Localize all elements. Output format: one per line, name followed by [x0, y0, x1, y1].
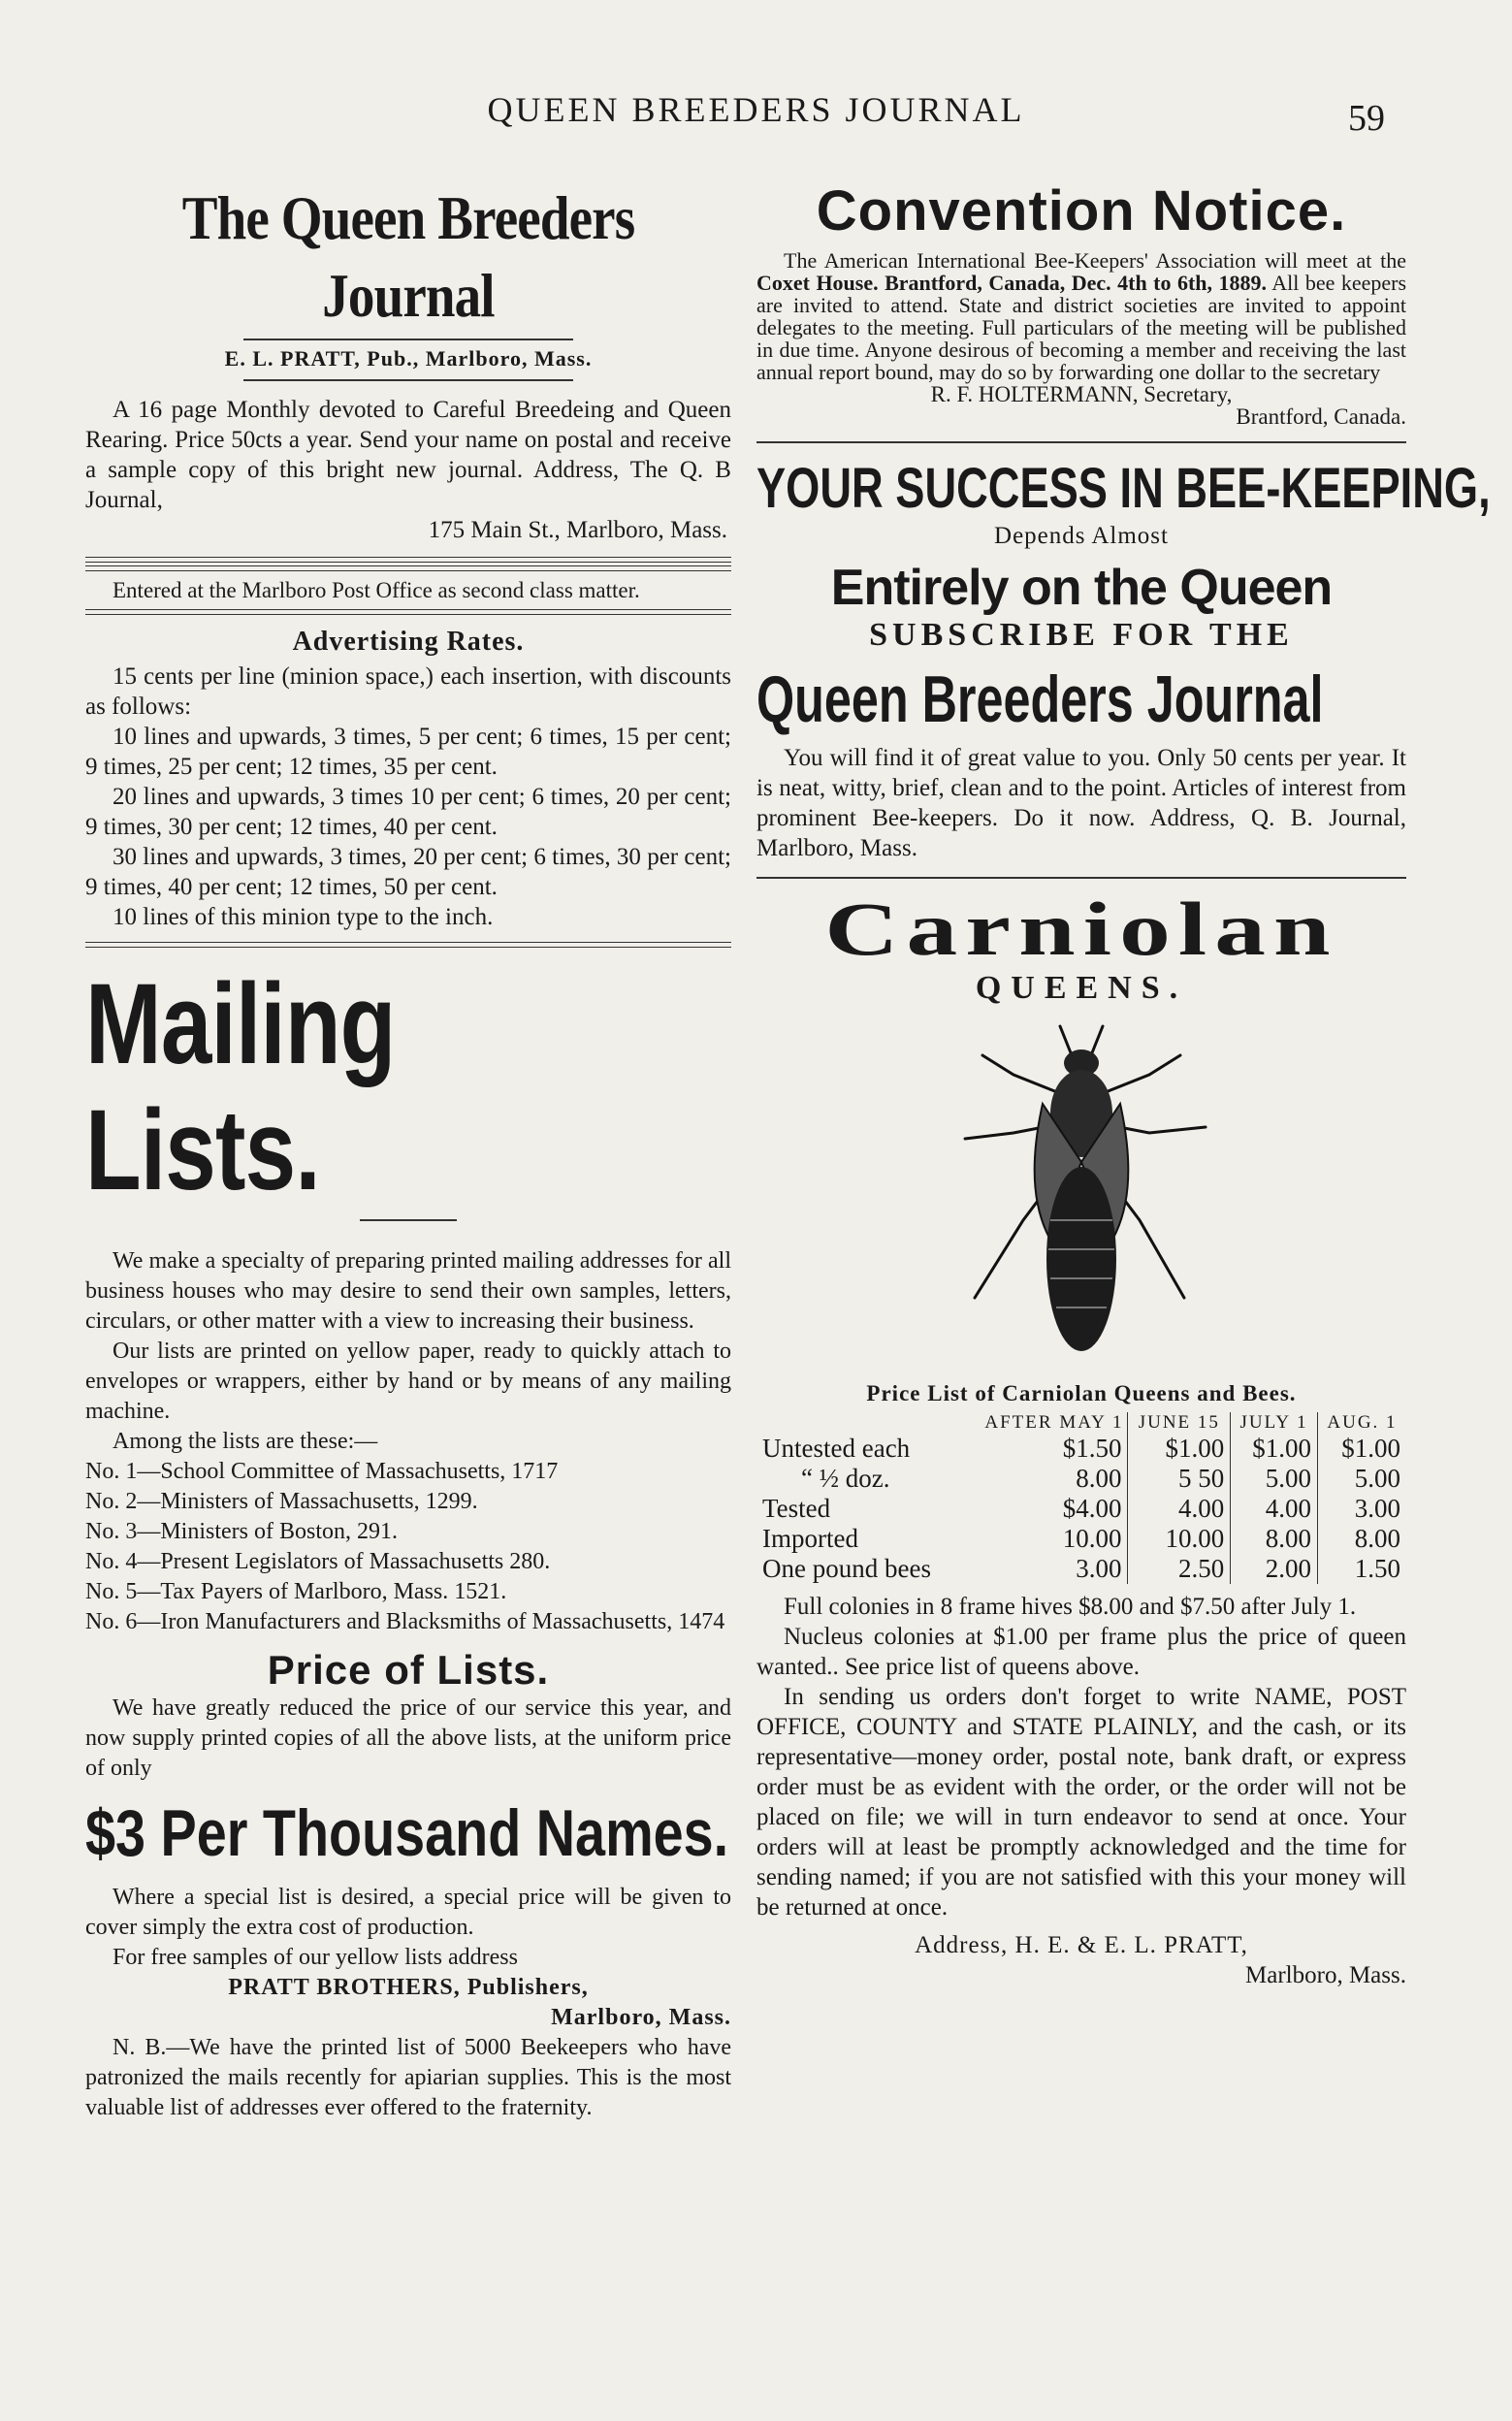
mailing-list-item: No. 4—Present Legislators of Massachusetts 280.: [85, 1549, 551, 1574]
row-label: One pound bees: [762, 1554, 931, 1583]
table-cell: 8.00: [1231, 1524, 1318, 1554]
mailing-list-item: No. 5—Tax Payers of Marlboro, Mass. 1521.: [85, 1579, 507, 1604]
mailing-list-item: No. 6—Iron Manufacturers and Blacksmiths of Massachusetts, 1474: [85, 1609, 725, 1634]
queen-bee-icon: [926, 1017, 1237, 1366]
mailing-lists-heading: Mailing Lists.: [85, 960, 396, 1214]
divider: [85, 942, 731, 948]
table-cell: 10.00: [1128, 1524, 1231, 1554]
price-of-lists-heading: Price of Lists.: [267, 1647, 550, 1693]
table-row: [756, 1464, 1406, 1494]
price-table-header-cell: JUNE 15: [1128, 1412, 1231, 1434]
special-price-text: Where a special list is desired, a special price will be given to cover simply the extra cost of production.: [85, 1885, 731, 1940]
advertising-para: 30 lines and upwards, 3 times, 20 per cent; 6 times, 30 per cent; 9 times, 40 per cent; 12 times, 50 per cent.: [85, 844, 731, 900]
carniolan-heading: Carniolan: [824, 887, 1338, 971]
price-per-thousand-heading: $3 Per Thousand Names.: [85, 1796, 729, 1870]
queen-bee-illustration: [756, 1017, 1406, 1371]
mailing-list-item: No. 3—Ministers of Boston, 291.: [85, 1519, 399, 1544]
table-cell: $1.50: [1062, 1434, 1122, 1463]
masthead-address: 175 Main St., Marlboro, Mass.: [428, 517, 727, 543]
divider: [756, 441, 1406, 443]
table-cell: 8.00: [1317, 1524, 1406, 1554]
masthead-title: The Queen Breeders Journal: [181, 183, 635, 330]
nb-text: N. B.—We have the printed list of 5000 Beekeepers who have patronized the mails recently for apiarian supplies. This is the most valuable list of addresses ever offered to the fraternity.: [85, 2035, 731, 2120]
table-cell: 8.00: [1076, 1464, 1122, 1493]
page-number: 59: [1348, 98, 1385, 139]
convention-heading: Convention Notice.: [816, 179, 1347, 242]
divider: [85, 565, 731, 571]
table-cell: 1.50: [1317, 1554, 1406, 1584]
advertising-heading: Advertising Rates.: [292, 627, 525, 657]
mailing-list-item: No. 2—Ministers of Massachusetts, 1299.: [85, 1489, 478, 1514]
table-row: [756, 1434, 1406, 1464]
table-cell: 3.00: [1317, 1494, 1406, 1524]
row-label: Untested each: [762, 1434, 911, 1463]
price-table-header: [756, 1412, 1406, 1434]
table-cell: 2.50: [1128, 1554, 1231, 1584]
advertising-para: 20 lines and upwards, 3 times 10 per cent; 6 times, 20 per cent; 9 times, 30 per cent; 12 times, 40 per cent.: [85, 784, 731, 840]
table-cell: 5.00: [1231, 1464, 1318, 1494]
table-cell: 5 50: [1128, 1464, 1231, 1494]
divider: [243, 379, 573, 381]
table-cell: 3.00: [1076, 1554, 1122, 1583]
advertising-para: 10 lines and upwards, 3 times, 5 per cent; 6 times, 15 per cent; 9 times, 25 per cent; 12 times, 35 per cent.: [85, 724, 731, 780]
publishers-city: Marlboro, Mass.: [551, 2005, 731, 2030]
price-list-title: Price List of Carniolan Queens and Bees.: [866, 1381, 1297, 1405]
table-row: [756, 1494, 1406, 1524]
divider: [85, 557, 731, 563]
table-cell: 4.00: [1231, 1494, 1318, 1524]
success-text: You will find it of great value to you. Only 50 cents per year. It is neat, witty, brief, clean and to the point. Articles of interest from prominent Bee-keepers. Do it now. Address, Q. B. Journal, Marlboro, Mass.: [756, 745, 1406, 861]
depends-text: Depends Almost: [994, 523, 1169, 549]
price-table-header-cell: AUG. 1: [1317, 1412, 1406, 1434]
row-label: Imported: [762, 1524, 858, 1553]
success-heading: YOUR SUCCESS IN BEE-KEEPING,: [756, 457, 1491, 520]
subscribe-heading: SUBSCRIBE FOR THE: [869, 617, 1294, 653]
advertising-para: 10 lines of this minion type to the inch.: [113, 904, 494, 930]
carniolan-para: Nucleus colonies at $1.00 per frame plus the price of queen wanted.. See price list of queens above.: [756, 1624, 1406, 1680]
table-row: [756, 1554, 1406, 1584]
price-table-header-cell: [756, 1412, 961, 1434]
queens-subheading: QUEENS.: [975, 970, 1188, 1006]
mailing-para: We make a specialty of preparing printed mailing addresses for all business houses who may desire to send their own samples, letters, circulars, or other matter with a view to increasing their business.: [85, 1248, 731, 1334]
running-title: QUEEN BREEDERS JOURNAL: [487, 90, 1025, 129]
mailing-para: Our lists are printed on yellow paper, ready to quickly attach to envelopes or wrappers, either by hand or by means of any mailing machine.: [85, 1339, 731, 1424]
masthead-description: A 16 page Monthly devoted to Careful Breedeing and Queen Rearing. Price 50cts a year. Send your name on postal and receive a sample copy of this bright new journal. Address, The Q. B Journal,: [85, 397, 731, 513]
table-cell: $4.00: [1062, 1494, 1122, 1523]
carniolan-address: Address, H. E. & E. L. PRATT,: [915, 1932, 1248, 1958]
row-label: “ ½ doz.: [801, 1464, 890, 1493]
table-cell: $1.00: [1317, 1434, 1406, 1464]
mailing-list-item: No. 1—School Committee of Massachusetts, 1717: [85, 1459, 559, 1484]
table-cell: $1.00: [1128, 1434, 1231, 1464]
convention-text: The American International Bee-Keepers' Association will meet at the Coxet House. Brantford, Canada, Dec. 4th to 6th, 1889. All bee keepers are invited to attend. State and district societies are invited to appoint delegates to the meeting. Full particulars of the meeting will be published in due time. Anyone desirous of becoming a member and receiving the last annual report bound, may do so by forwarding one dollar to the secretary: [756, 248, 1407, 384]
divider: [756, 877, 1406, 879]
mailing-para: Among the lists are these:—: [113, 1429, 378, 1454]
carniolan-para: In sending us orders don't forget to write NAME, POST OFFICE, COUNTY and STATE PLAINLY, and the cash, or its representative—money order, postal note, bank draft, or express order must be as evident with the order, or the order will not be placed on file; we will in turn endeavor to send at once. Your orders will at least be promptly acknowledged and the time for sending named; if you are not satisfied with this your money will be returned at once.: [756, 1684, 1406, 1921]
price-text: We have greatly reduced the price of our service this year, and now supply printed copies of all the above lists, at the uniform price of only: [85, 1695, 731, 1781]
convention-signature: R. F. HOLTERMANN, Secretary,: [930, 382, 1233, 406]
publisher-line: E. L. PRATT, Pub., Marlboro, Mass.: [224, 346, 593, 371]
table-cell: 2.00: [1231, 1554, 1318, 1584]
price-table-header-cell: AFTER MAY 1: [984, 1412, 1124, 1433]
price-table-header-cell: JULY 1: [1231, 1412, 1318, 1434]
table-row: [756, 1524, 1406, 1554]
samples-text: For free samples of our yellow lists address: [113, 1945, 518, 1970]
journal-heading: Queen Breeders Journal: [756, 662, 1324, 736]
price-table: [756, 1412, 1406, 1584]
table-cell: 5.00: [1317, 1464, 1406, 1494]
right-column: [756, 179, 1491, 1990]
divider: [243, 339, 573, 340]
entirely-heading: Entirely on the Queen: [830, 560, 1333, 616]
table-cell: $1.00: [1231, 1434, 1318, 1464]
divider: [360, 1219, 457, 1221]
entered-notice: Entered at the Marlboro Post Office as second class matter.: [113, 578, 640, 602]
carniolan-para: Full colonies in 8 frame hives $8.00 and $7.50 after July 1.: [784, 1594, 1357, 1620]
page-header: [0, 89, 1512, 147]
divider: [85, 609, 731, 615]
row-label: Tested: [762, 1494, 831, 1523]
table-cell: 4.00: [1128, 1494, 1231, 1524]
advertising-para: 15 cents per line (minion space,) each insertion, with discounts as follows:: [85, 663, 731, 720]
publishers-name: PRATT BROTHERS, Publishers,: [228, 1975, 589, 2000]
table-cell: 10.00: [1062, 1524, 1122, 1553]
carniolan-address-city: Marlboro, Mass.: [1245, 1962, 1406, 1988]
left-column: [85, 179, 731, 2123]
convention-signature-city: Brantford, Canada.: [1236, 404, 1406, 429]
